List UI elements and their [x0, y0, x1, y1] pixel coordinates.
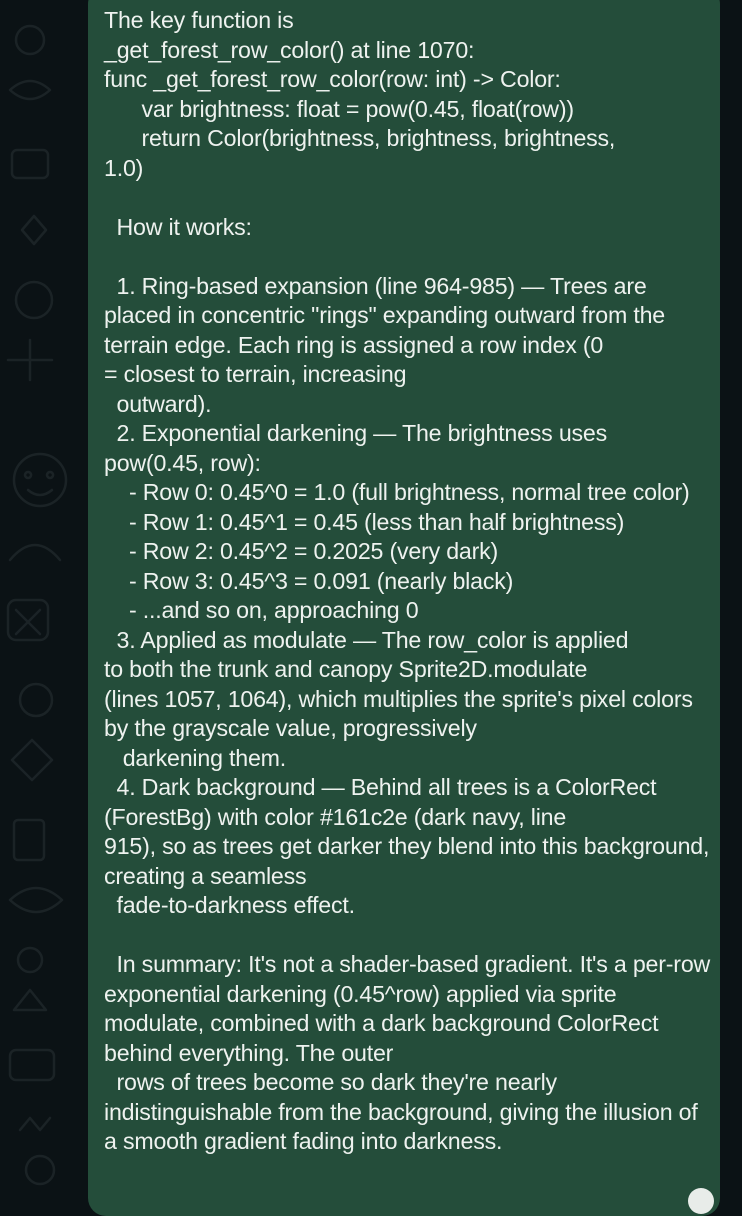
message-bubble[interactable]	[88, 0, 720, 1216]
message-text: The key function is _get_forest_row_color() at line 1070: func _get_forest_row_color(row: int) -> Color: var brightness: float = pow(0.45, float(row)) return Color(brightness, brightness, brightness, 1.0) How it works: 1. Ring-based expansion (line 964-985) — Trees are placed in concentric "rings" expanding outward from the terrain edge. Each ring is assigned a row index (0 = closest to terrain, increasing outward). 2. Exponential darkening — The brightness uses pow(0.45, row): - Row 0: 0.45^0 = 1.0 (full brightness, normal tree color) - Row 1: 0.45^1 = 0.45 (less than half brightness) - Row 2: 0.45^2 = 0.2025 (very dark) - Row 3: 0.45^3 = 0.091 (nearly black) - ...and so on, approaching 0 3. Applied as modulate — The row_color is applied to both the trunk and canopy Sprite2D.modulate (lines 1057, 1064), which multiplies the sprite's pixel colors by the grayscale value, progressively darkening them. 4. Dark background — Behind all trees is a ColorRect (ForestBg) with color #161c2e (dark navy, line 915), so as trees get darker they blend into this background, creating a seamless fade-to-darkness effect. In summary: It's not a shader-based gradient. It's a per-row exponential darkening (0.45^row) applied via sprite modulate, combined with a dark background ColorRect behind everything. The outer rows of trees become so dark they're nearly indistinguishable from the background, giving the illusion of a smooth gradient fading into darkness.	[104, 7, 711, 1154]
scroll-to-bottom-button[interactable]	[688, 1188, 714, 1214]
